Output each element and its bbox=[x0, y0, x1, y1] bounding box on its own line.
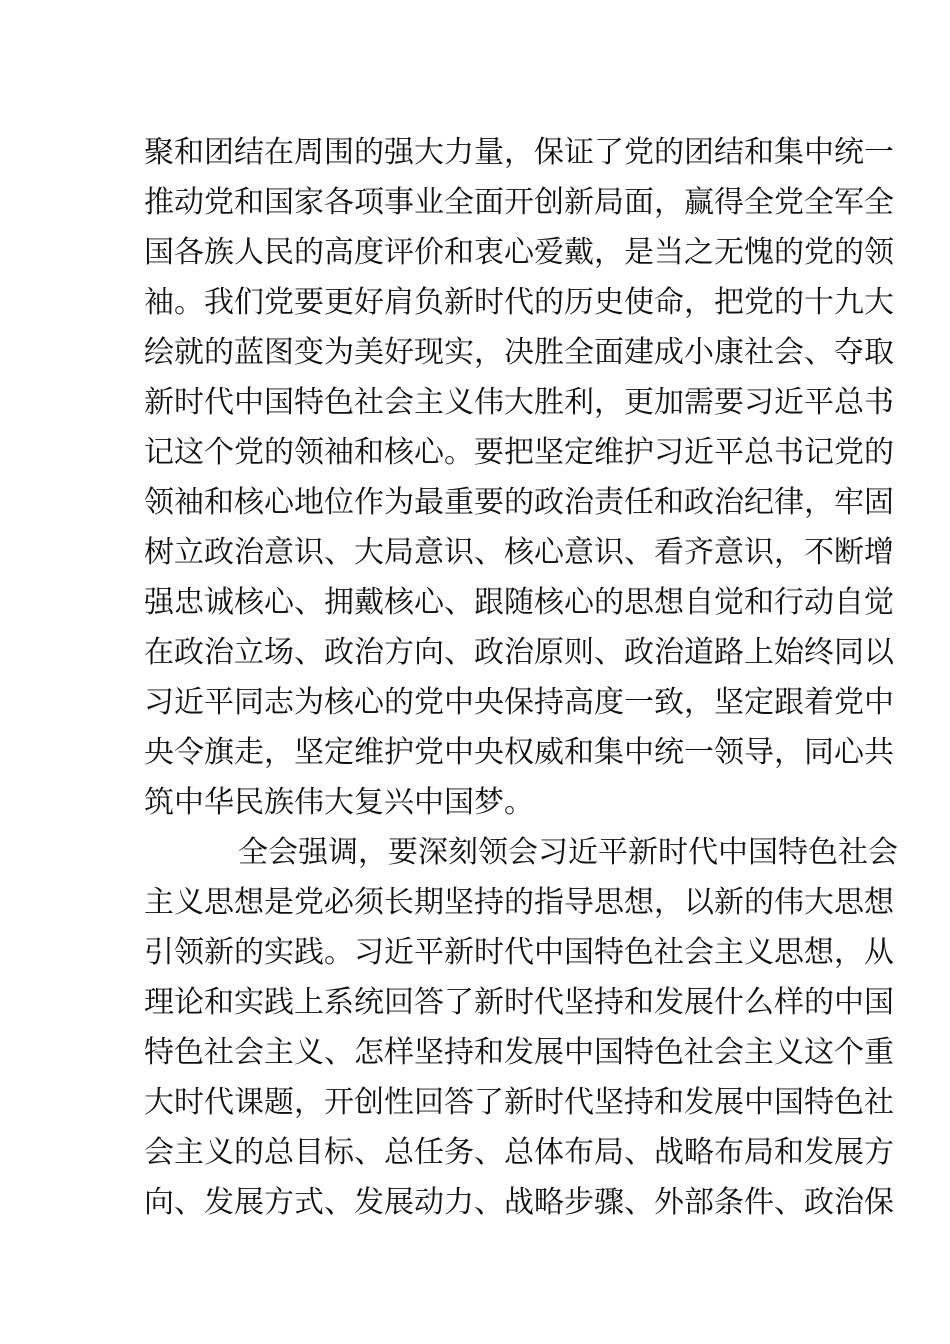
text-line: 向、发展方式、发展动力、战略步骤、外部条件、政治保 bbox=[144, 1185, 894, 1220]
text-line: 记这个党的领袖和核心。要把坚定维护习近平总书记党的 bbox=[144, 435, 894, 470]
text-line: 强忠诚核心、拥戴核心、跟随核心的思想自觉和行动自觉 bbox=[144, 585, 894, 620]
text-line: 树立政治意识、大局意识、核心意识、看齐意识，不断增 bbox=[144, 535, 894, 570]
text-line: 推动党和国家各项事业全面开创新局面，赢得全党全军全 bbox=[144, 185, 894, 220]
text-line: 聚和团结在周围的强大力量，保证了党的团结和集中统一 bbox=[144, 135, 894, 170]
text-line: 习近平同志为核心的党中央保持高度一致，坚定跟着党中 bbox=[144, 685, 894, 720]
text-line: 袖。我们党要更好肩负新时代的历史使命，把党的十九大 bbox=[144, 285, 894, 320]
text-line: 会主义的总目标、总任务、总体布局、战略布局和发展方 bbox=[144, 1135, 894, 1170]
text-line: 央令旗走，坚定维护党中央权威和集中统一领导，同心共 bbox=[144, 735, 894, 770]
text-line: 大时代课题，开创性回答了新时代坚持和发展中国特色社 bbox=[144, 1085, 894, 1120]
text-line: 引领新的实践。习近平新时代中国特色社会主义思想，从 bbox=[144, 935, 894, 970]
text-line: 新时代中国特色社会主义伟大胜利，更加需要习近平总书 bbox=[144, 385, 894, 420]
text-line: 在政治立场、政治方向、政治原则、政治道路上始终同以 bbox=[144, 635, 894, 670]
text-line: 主义思想是党必须长期坚持的指导思想，以新的伟大思想 bbox=[144, 885, 894, 920]
text-line: 特色社会主义、怎样坚持和发展中国特色社会主义这个重 bbox=[144, 1035, 894, 1070]
text-line: 绘就的蓝图变为美好现实，决胜全面建成小康社会、夺取 bbox=[144, 335, 894, 370]
paragraph-end-line: 筑中华民族伟大复兴中国梦。 bbox=[144, 785, 534, 820]
text-line: 国各族人民的高度评价和衷心爱戴，是当之无愧的党的领 bbox=[144, 235, 894, 270]
text-line: 领袖和核心地位作为最重要的政治责任和政治纪律，牢固 bbox=[144, 485, 894, 520]
paragraph-first-line: 全会强调，要深刻领会习近平新时代中国特色社会 bbox=[238, 835, 898, 870]
text-line: 理论和实践上系统回答了新时代坚持和发展什么样的中国 bbox=[144, 985, 894, 1020]
